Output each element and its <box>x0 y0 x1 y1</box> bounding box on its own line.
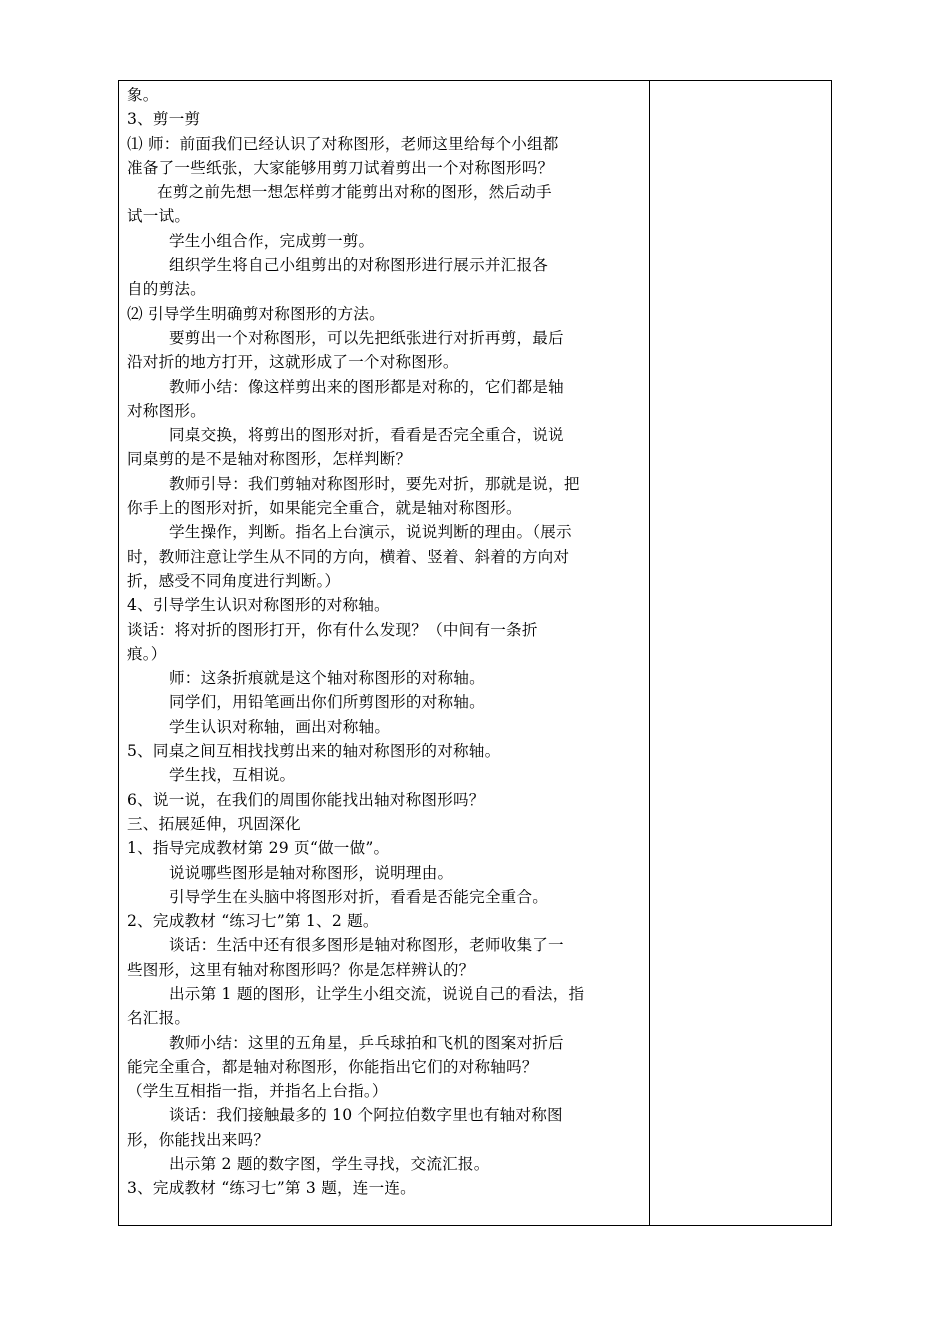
text-line: ⑴ 师：前面我们已经认识了对称图形，老师这里给每个小组都 <box>127 134 559 153</box>
text-line: 折，感受不同角度进行判断。） <box>127 571 341 590</box>
text-line: 4、引导学生认识对称图形的对称轴。 <box>127 596 390 615</box>
text-line: 同学们，用铅笔画出你们所剪图形的对称轴。 <box>169 693 485 712</box>
text-line: 沿对折的地方打开，这就形成了一个对称图形。 <box>127 353 459 372</box>
text-line: 学生找，互相说。 <box>169 766 296 785</box>
text-line: 痕。） <box>127 644 167 663</box>
text-line: 学生小组合作，完成剪一剪。 <box>169 231 375 250</box>
text-line: 试一试。 <box>127 207 191 226</box>
text-line: 说说哪些图形是轴对称图形，说明理由。 <box>169 863 454 882</box>
text-line: 出示第 1 题的图形，让学生小组交流，说说自己的看法，指 <box>169 984 585 1003</box>
text-line: 同桌交换，将剪出的图形对折，看看是否完全重合，说说 <box>169 426 564 445</box>
text-line: 形，你能找出来吗？ <box>127 1130 270 1149</box>
text-line: 对称图形。 <box>127 401 206 420</box>
text-line: 谈话：我们接触最多的 10 个阿拉伯数字里也有轴对称图 <box>169 1106 563 1125</box>
text-line: （学生互相指一指，并指名上台指。） <box>127 1082 388 1101</box>
text-line: 名汇报。 <box>127 1009 191 1028</box>
text-line: 教师引导：我们剪轴对称图形时，要先对折，那就是说，把 <box>169 474 580 493</box>
text-line: 象。 <box>127 86 159 104</box>
text-line: 准备了一些纸张，大家能够用剪刀试着剪出一个对称图形吗？ <box>127 158 554 177</box>
text-line: 谈话：将对折的图形打开，你有什么发现？（中间有一条折 <box>127 620 538 639</box>
text-line: 学生操作，判断。指名上台演示，说说判断的理由。（展示 <box>169 523 572 542</box>
text-line: 同桌剪的是不是轴对称图形，怎样判断？ <box>127 450 412 469</box>
text-line: 2、完成教材 “练习七”第 1、2 题。 <box>127 912 379 931</box>
text-line: 教师小结：像这样剪出来的图形都是对称的，它们都是轴 <box>169 377 564 396</box>
text-line: 在剪之前先想一想怎样剪才能剪出对称的图形，然后动手 <box>157 183 552 202</box>
notes-cell <box>650 81 831 1225</box>
text-line: 学生认识对称轴，画出对称轴。 <box>169 717 391 736</box>
text-line: 要剪出一个对称图形，可以先把纸张进行对折再剪，最后 <box>169 328 564 347</box>
text-line: 6、说一说，在我们的周围你能找出轴对称图形吗？ <box>127 790 485 809</box>
text-line: 三、拓展延伸，巩固深化 <box>127 814 301 833</box>
text-line: 教师小结：这里的五角星，乒乓球拍和飞机的图案对折后 <box>169 1033 564 1052</box>
text-line: 3、完成教材 “练习七”第 3 题，连一连。 <box>127 1179 416 1198</box>
lesson-plan-table <box>118 80 832 1226</box>
text-line: 师：这条折痕就是这个轴对称图形的对称轴。 <box>169 669 485 688</box>
text-line: 你手上的图形对折，如果能完全重合，就是轴对称图形。 <box>127 499 522 518</box>
text-line: 自的剪法。 <box>127 280 206 299</box>
text-line: 引导学生在头脑中将图形对折，看看是否能完全重合。 <box>169 887 549 906</box>
text-line: 1、指导完成教材第 29 页“做一做”。 <box>127 839 390 858</box>
text-line: 谈话：生活中还有很多图形是轴对称图形，老师收集了一 <box>169 936 564 955</box>
text-line: 3、剪一剪 <box>127 110 201 129</box>
text-line: 组织学生将自己小组剪出的对称图形进行展示并汇报各 <box>169 256 549 275</box>
text-line: 出示第 2 题的数字图，学生寻找，交流汇报。 <box>169 1155 490 1174</box>
text-line: 些图形，这里有轴对称图形吗？你是怎样辨认的？ <box>127 960 475 979</box>
text-line: 能完全重合，都是轴对称图形，你能指出它们的对称轴吗？ <box>127 1057 538 1076</box>
text-line: 5、同桌之间互相找找剪出来的轴对称图形的对称轴。 <box>127 742 501 761</box>
text-line: 时，教师注意让学生从不同的方向，横着、竖着、斜着的方向对 <box>127 547 570 566</box>
lesson-content-cell <box>127 83 641 1201</box>
text-line: ⑵ 引导学生明确剪对称图形的方法。 <box>127 304 385 323</box>
